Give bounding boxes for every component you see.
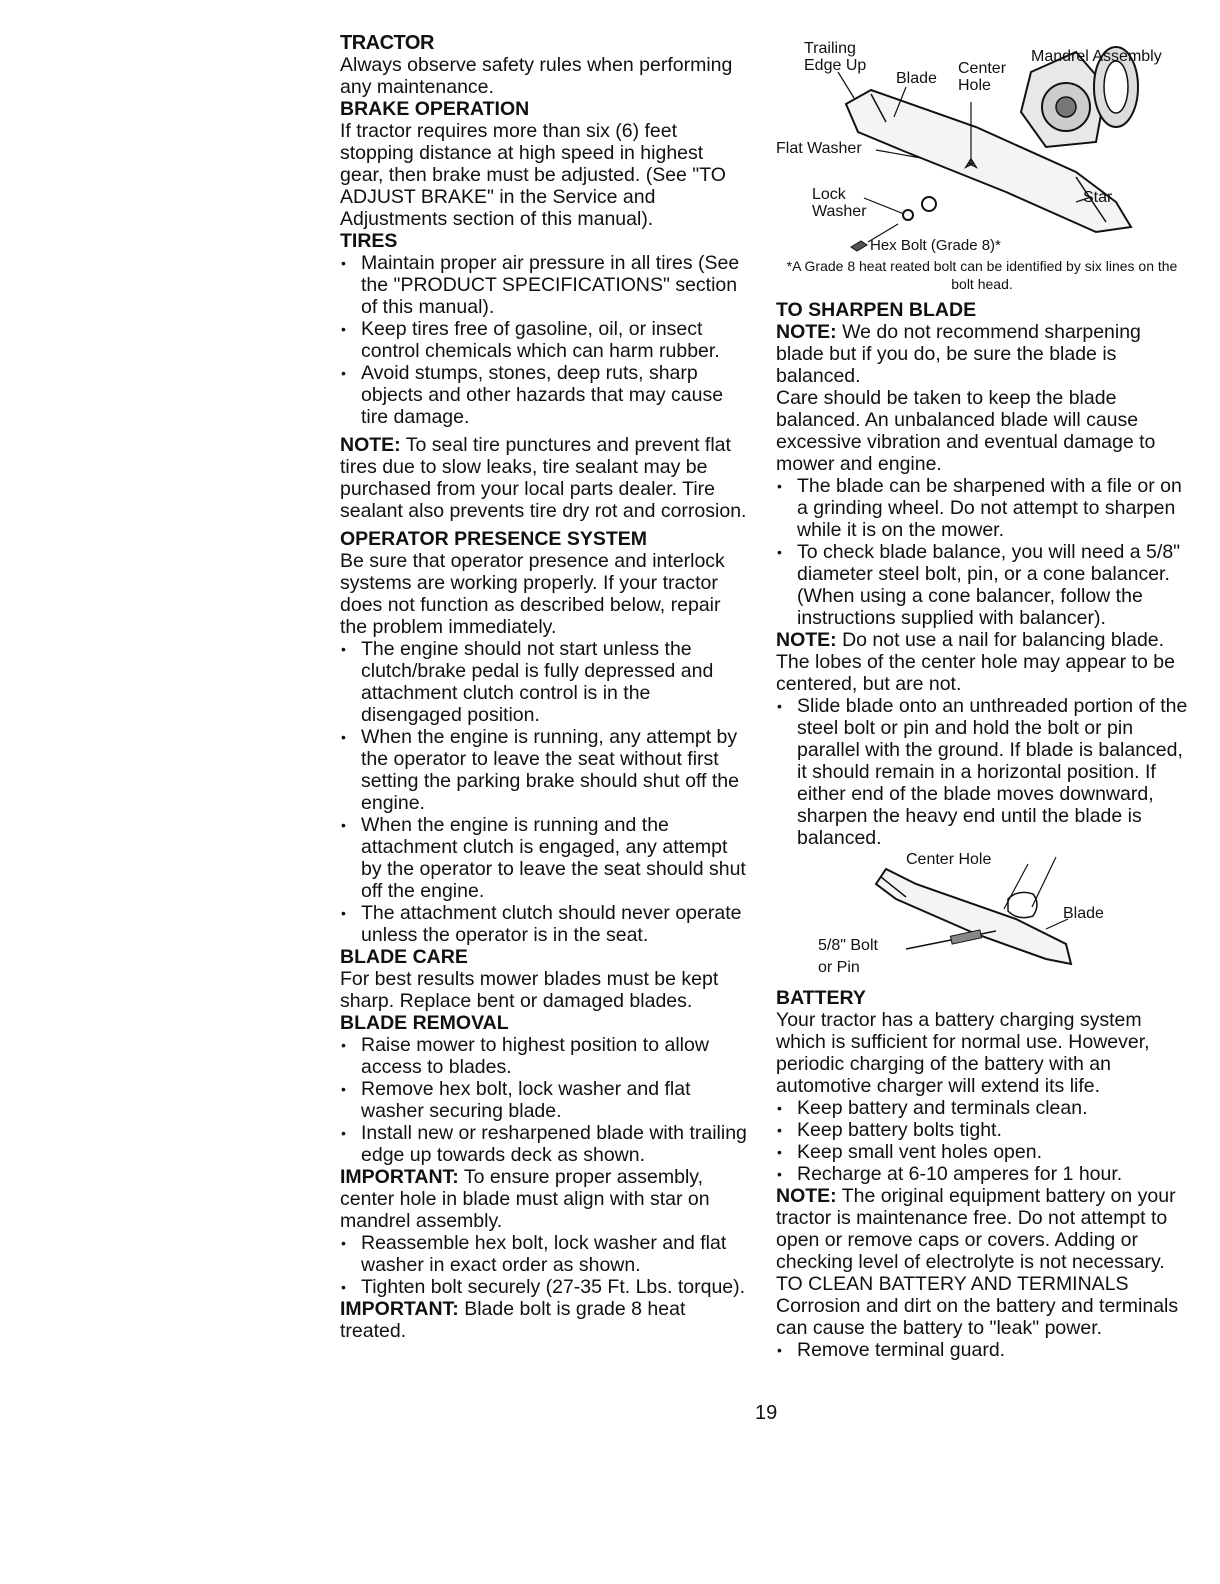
brake-operation-heading: BRAKE OPERATION: [340, 98, 530, 120]
label-center-hole: Center Hole: [958, 60, 1007, 94]
list-item: • Install new or resharpened blade with trailing edge up towards deck as shown.: [340, 1122, 748, 1166]
grade-8-caption: *A Grade 8 heat reated bolt can be identified by six lines on the bolt head.: [786, 258, 1178, 292]
list-item: • To check blade balance, you will need a 5/8" diameter steel bolt, pin, or a cone balancer. (When using a cone balancer, follow the instructions supplied with balancer).: [776, 541, 1188, 629]
slide-list: [776, 695, 1188, 849]
blade-care-text: For best results mower blades must be kept sharp. Replace bent or damaged blades.: [340, 968, 719, 1012]
clean-battery-text: Corrosion and dirt on the battery and terminals can cause the battery to "leak" power.: [776, 1295, 1179, 1339]
list-item: • Keep small vent holes open.: [776, 1141, 1188, 1163]
list-item: • Recharge at 6-10 amperes for 1 hour.: [776, 1163, 1188, 1185]
list-item: • Keep battery and terminals clean.: [776, 1097, 1188, 1119]
list-item: • The blade can be sharpened with a file or on a grinding wheel. Do not attempt to sharpen while it is on the mower.: [776, 475, 1188, 541]
sharpen-list: [776, 475, 1188, 629]
list-item: • Reassemble hex bolt, lock washer and flat washer in exact order as shown.: [340, 1232, 748, 1276]
blade-removal-list: [340, 1034, 748, 1166]
tires-list: [340, 252, 748, 428]
note-text: Do not use a nail for balancing blade. The lobes of the center hole may appear to be centered, but are not.: [776, 629, 1175, 695]
note-label: NOTE:: [776, 629, 837, 651]
important-bolt-grade: [340, 1298, 748, 1342]
label-mandrel-assembly: Mandrel Assembly: [1031, 48, 1162, 65]
sharpen-text: Care should be taken to keep the blade balanced. An unbalanced blade will cause excessive vibration and eventual damage to mower and engine.: [776, 387, 1156, 475]
label-bolt-or-pin: 5/8" Bolt or Pin: [818, 937, 878, 976]
operator-presence-text: Be sure that operator presence and interlock systems are working properly. If your tractor does not function as described below, repair the problem immediately.: [340, 550, 725, 638]
clean-battery-heading: TO CLEAN BATTERY AND TERMINALS: [776, 1273, 1129, 1295]
label-hex-bolt: Hex Bolt (Grade 8)*: [870, 237, 1001, 254]
note-text: We do not recommend sharpening blade but if you do, be sure the blade is balanced.: [776, 321, 1141, 387]
label-blade: Blade: [1063, 905, 1104, 922]
reassemble-list: [340, 1232, 748, 1298]
tires-heading: TIRES: [340, 230, 398, 252]
list-item: • Maintain proper air pressure in all tires (See the "PRODUCT SPECIFICATIONS" section of this manual).: [340, 252, 748, 318]
important-label: IMPORTANT:: [340, 1166, 459, 1188]
list-item: • When the engine is running, any attempt by the operator to leave the seat without first setting the parking brake should shut off the engine.: [340, 726, 748, 814]
blade-assembly-diagram: [776, 32, 1188, 257]
label-lock-washer: Lock Washer: [812, 186, 867, 220]
operator-presence-heading: OPERATOR PRESENCE SYSTEM: [340, 528, 648, 550]
list-item: • The engine should not start unless the clutch/brake pedal is fully depressed and attachment clutch control is in the disengaged position.: [340, 638, 748, 726]
note-label: NOTE:: [340, 434, 401, 456]
note-label: NOTE:: [776, 321, 837, 343]
left-column: [340, 32, 748, 1342]
tractor-heading: TRACTOR: [340, 32, 434, 54]
sharpen-note: [776, 321, 1188, 387]
operator-presence-list: [340, 638, 748, 946]
blade-removal-heading: BLADE REMOVAL: [340, 1012, 509, 1034]
list-item: • Raise mower to highest position to allow access to blades.: [340, 1034, 748, 1078]
page-number: 19: [755, 1402, 778, 1424]
important-text: Blade bolt is grade 8 heat treated.: [340, 1298, 686, 1342]
battery-list: [776, 1097, 1188, 1185]
label-flat-washer: Flat Washer: [776, 140, 862, 157]
clean-battery-list: [776, 1339, 1188, 1361]
list-item: • When the engine is running and the attachment clutch is engaged, any attempt by the operator to leave the seat should shut off the engine.: [340, 814, 748, 902]
important-assembly: [340, 1166, 748, 1232]
battery-text: Your tractor has a battery charging system which is sufficient for normal use. However, periodic charging of the battery with an automotive charger will extend its life.: [776, 1009, 1150, 1097]
list-item: • Remove hex bolt, lock washer and flat washer securing blade.: [340, 1078, 748, 1122]
list-item: • Keep tires free of gasoline, oil, or insect control chemicals which can harm rubber.: [340, 318, 748, 362]
battery-heading: BATTERY: [776, 987, 866, 1009]
sharpen-blade-heading: TO SHARPEN BLADE: [776, 299, 977, 321]
brake-operation-text: If tractor requires more than six (6) feet stopping distance at high speed in highest gear, then brake must be adjusted. (See "TO ADJUST BRAKE" in the Service and Adjustments section of this manual).: [340, 120, 726, 230]
blade-balance-diagram: [776, 849, 1188, 979]
label-center-hole: Center Hole: [906, 851, 992, 868]
list-item: • Avoid stumps, stones, deep ruts, sharp objects and other hazards that may cause tire damage.: [340, 362, 748, 428]
blade-care-heading: BLADE CARE: [340, 946, 468, 968]
tires-note: [340, 434, 748, 522]
important-label: IMPORTANT:: [340, 1298, 459, 1320]
nail-note: [776, 629, 1188, 695]
note-label: NOTE:: [776, 1185, 837, 1207]
list-item: • Tighten bolt securely (27-35 Ft. Lbs. torque).: [340, 1276, 748, 1298]
list-item: • Remove terminal guard.: [776, 1339, 1188, 1361]
note-text: The original equipment battery on your tractor is maintenance free. Do not attempt to open or remove caps or covers. Adding or checking level of electrolyte is not necessary.: [776, 1185, 1176, 1273]
tractor-intro: Always observe safety rules when performing any maintenance.: [340, 54, 733, 98]
list-item: • Keep battery bolts tight.: [776, 1119, 1188, 1141]
list-item: • The attachment clutch should never operate unless the operator is in the seat.: [340, 902, 748, 946]
right-column: [776, 32, 1188, 1361]
label-trailing-edge: Trailing Edge Up: [804, 40, 867, 74]
important-text: To ensure proper assembly, center hole in blade must align with star on mandrel assembly.: [340, 1166, 710, 1232]
note-text: To seal tire punctures and prevent flat tires due to slow leaks, tire sealant may be purchased from your local parts dealer. Tire sealant also prevents tire dry rot and corrosion.: [340, 434, 747, 522]
battery-note: [776, 1185, 1188, 1273]
label-blade: Blade: [896, 70, 937, 87]
label-star: Star: [1083, 189, 1113, 206]
list-item: • Slide blade onto an unthreaded portion of the steel bolt or pin and hold the bolt or pin parallel with the ground. If blade is balanced, it should remain in a horizontal position. If either end of the blade moves downward, sharpen the heavy end until the blade is balanced.: [776, 695, 1188, 849]
